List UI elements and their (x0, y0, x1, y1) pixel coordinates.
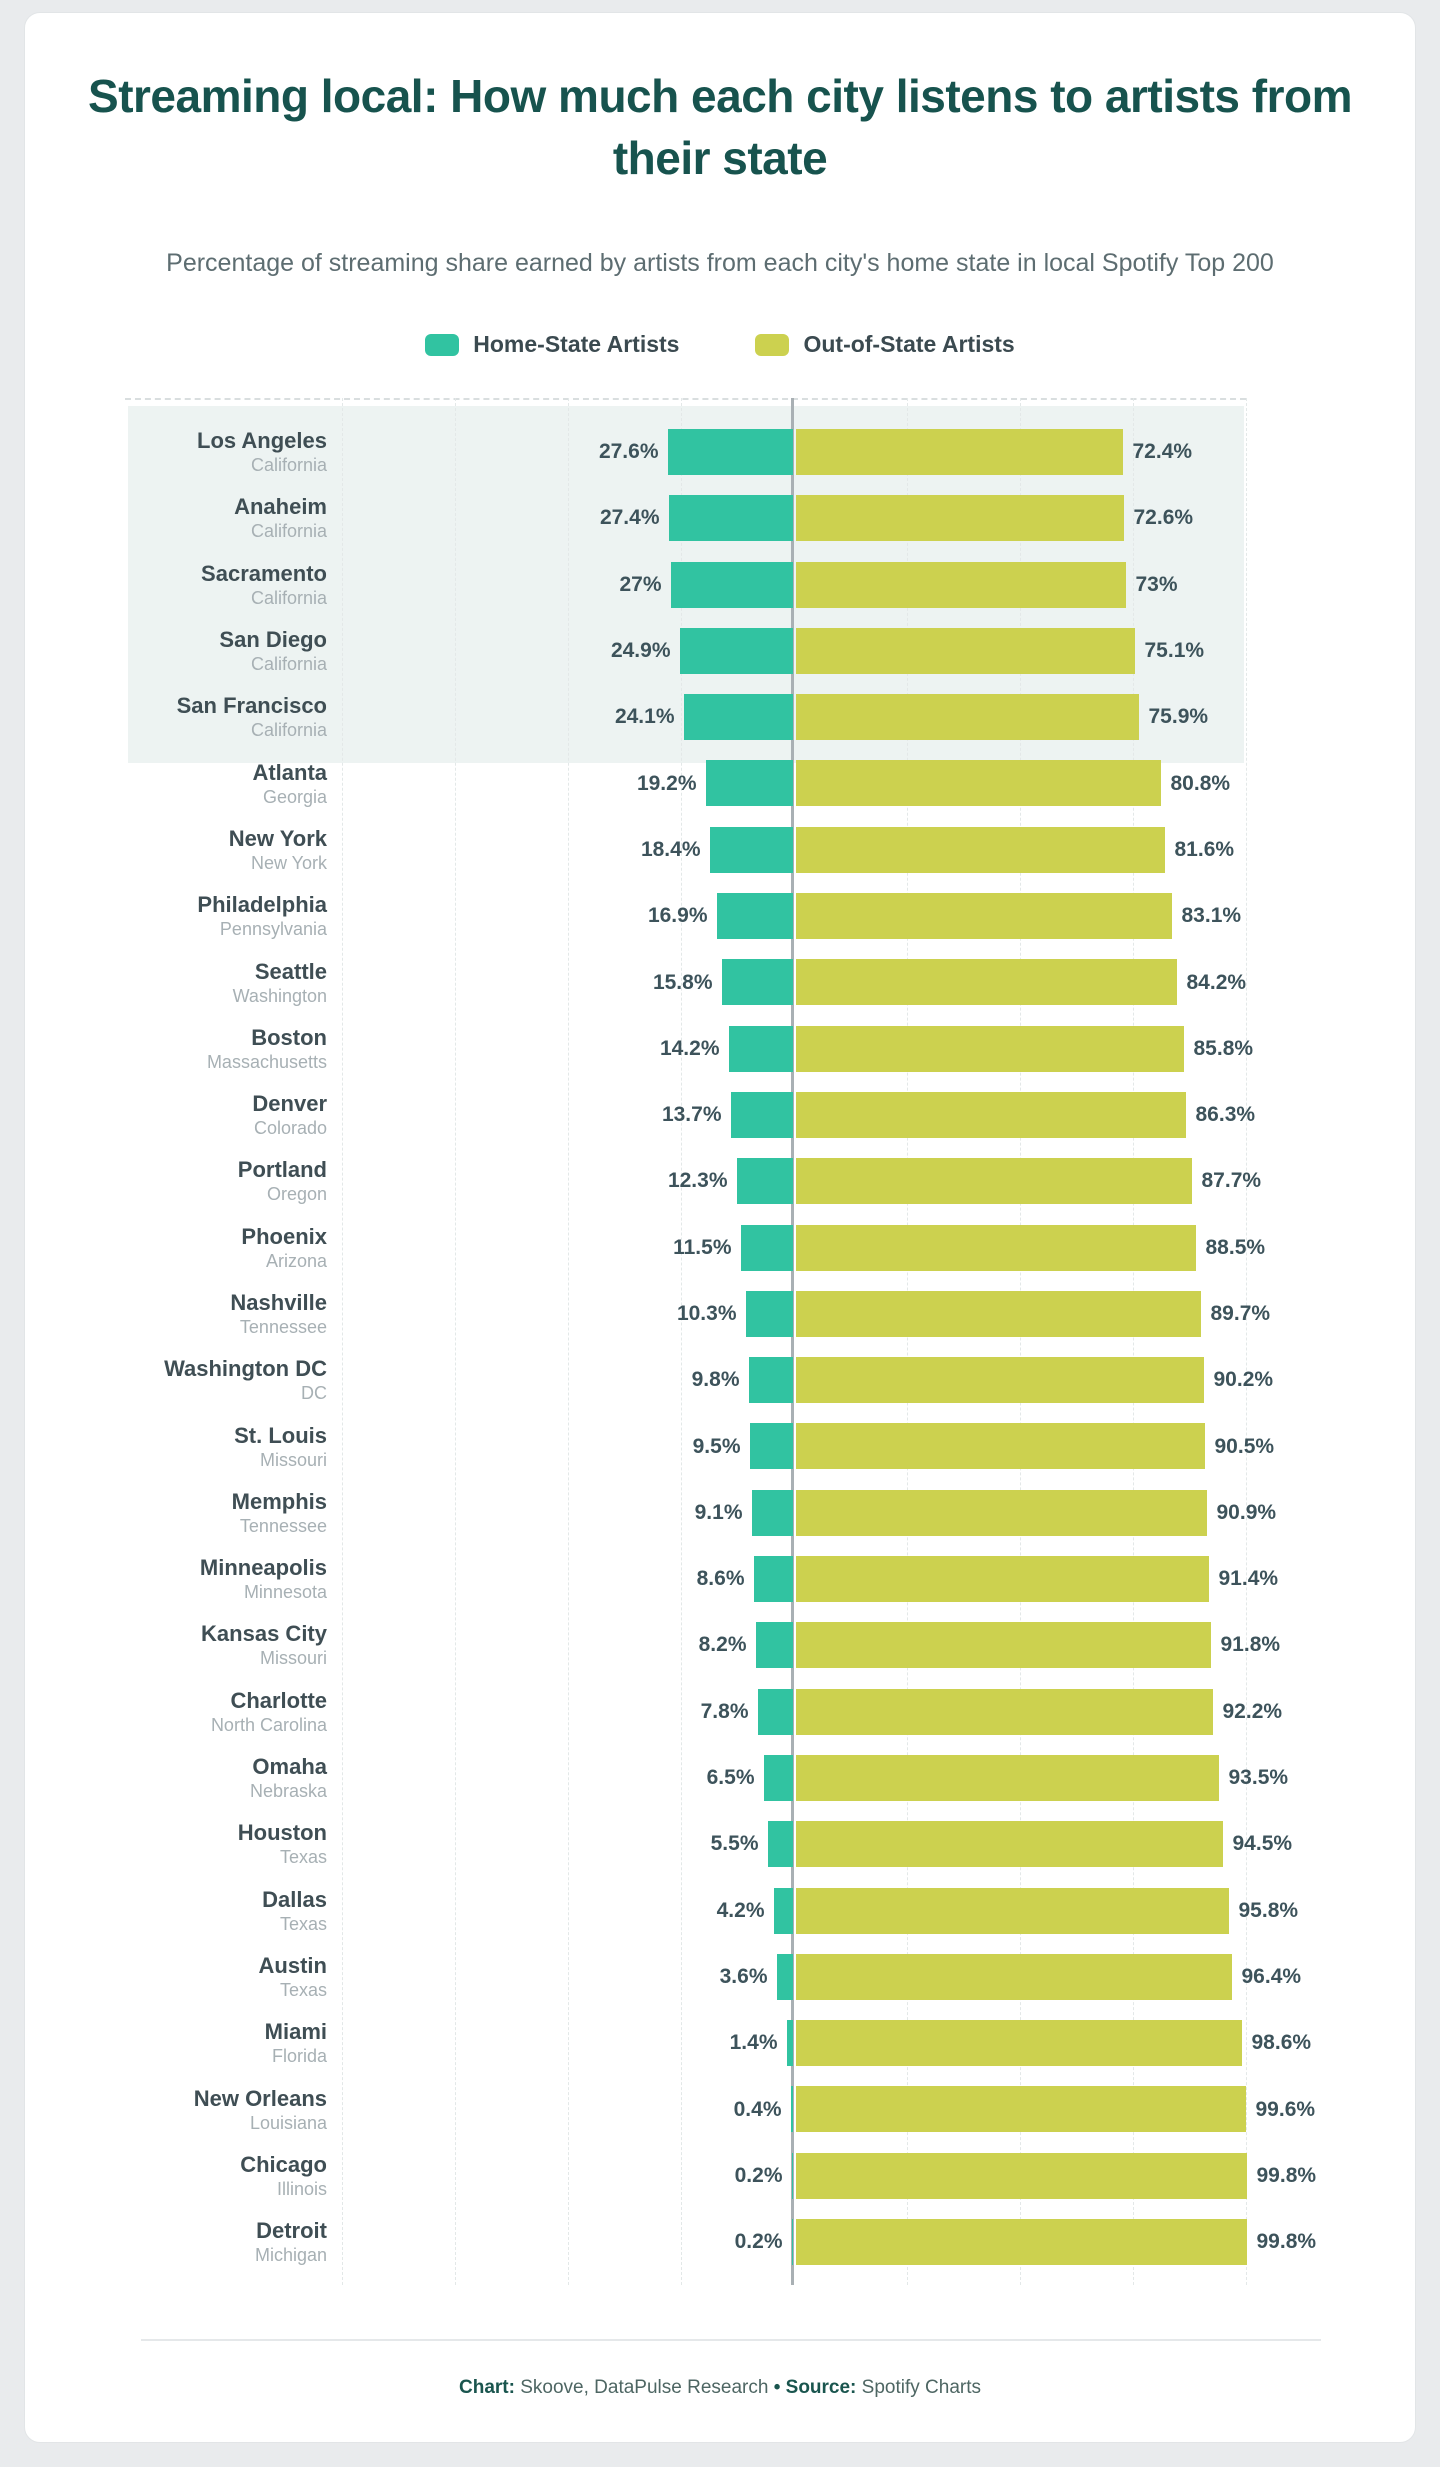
out-of-state-value: 90.2% (1213, 1368, 1274, 1392)
home-state-bar (722, 959, 793, 1005)
home-state-bar (791, 2086, 793, 2132)
out-of-state-value: 90.5% (1214, 1434, 1275, 1458)
out-of-state-bar (796, 2219, 1247, 2265)
table-row (25, 1546, 1415, 1612)
table-row (25, 1281, 1415, 1347)
home-state-bar (764, 1755, 793, 1801)
table-row (25, 1745, 1415, 1811)
out-of-state-bar (796, 1291, 1201, 1337)
city-name: Detroit (256, 2218, 327, 2244)
home-state-value: 9.1% (694, 1500, 743, 1524)
home-state-value: 8.6% (696, 1567, 745, 1591)
legend-label: Home-State Artists (473, 331, 680, 357)
out-of-state-value: 93.5% (1228, 1766, 1289, 1790)
out-of-state-bar (796, 1888, 1229, 1934)
home-state-bar (684, 694, 793, 740)
home-state-value: 16.9% (647, 904, 708, 928)
city-label (25, 1082, 327, 1148)
home-state-bar (668, 429, 793, 475)
city-name: Los Angeles (197, 428, 327, 454)
state-name: Georgia (262, 786, 327, 807)
table-row (25, 1480, 1415, 1546)
out-of-state-bar (796, 959, 1177, 1005)
home-state-bar (741, 1225, 793, 1271)
state-name: Oregon (266, 1184, 327, 1205)
state-name: DC (301, 1383, 327, 1404)
state-name: North Carolina (210, 1714, 327, 1735)
out-of-state-value: 92.2% (1222, 1699, 1283, 1723)
out-of-state-bar (796, 429, 1123, 475)
city-label (25, 1215, 327, 1281)
table-row (25, 2076, 1415, 2142)
out-of-state-value: 87.7% (1201, 1169, 1262, 1193)
table-row (25, 883, 1415, 949)
out-of-state-bar (796, 760, 1161, 806)
out-of-state-bar (796, 827, 1165, 873)
table-row (25, 750, 1415, 816)
city-name: New Orleans (193, 2085, 327, 2111)
out-of-state-bar (796, 1423, 1205, 1469)
state-name: Nebraska (249, 1781, 327, 1802)
out-of-state-value: 95.8% (1238, 1898, 1299, 1922)
out-of-state-value: 86.3% (1195, 1103, 1256, 1127)
out-of-state-bar (796, 1622, 1211, 1668)
city-label (25, 1016, 327, 1082)
table-row (25, 1347, 1415, 1413)
home-state-value: 12.3% (667, 1169, 728, 1193)
out-of-state-value: 75.1% (1144, 639, 1205, 663)
home-state-value: 0.2% (734, 2163, 783, 2187)
page-title: Streaming local: How much each city listens to artists from their state (88, 70, 1352, 184)
state-name: New York (250, 852, 327, 873)
table-row (25, 817, 1415, 883)
home-state-value: 27.4% (599, 506, 660, 530)
home-state-bar (680, 628, 793, 674)
table-row (25, 485, 1415, 551)
out-of-state-value: 80.8% (1170, 771, 1231, 795)
city-label (25, 2209, 327, 2275)
state-name: California (250, 587, 327, 608)
state-name: California (250, 720, 327, 741)
out-of-state-bar (796, 694, 1139, 740)
table-row (25, 949, 1415, 1015)
home-state-value: 4.2% (716, 1898, 765, 1922)
home-state-bar (706, 760, 793, 806)
home-state-value: 11.5% (673, 1235, 732, 1259)
city-label (25, 1148, 327, 1214)
city-name: New York (228, 825, 327, 851)
state-name: Massachusetts (206, 1051, 327, 1072)
city-name: Portland (237, 1157, 327, 1183)
footer-chart-label: Chart: (459, 2377, 515, 2398)
home-state-bar (792, 2153, 793, 2199)
home-state-bar (792, 2219, 793, 2265)
city-name: Kansas City (201, 1621, 327, 1647)
out-of-state-bar (796, 1954, 1232, 2000)
out-of-state-bar (796, 495, 1124, 541)
state-name: Pennsylvania (219, 919, 327, 940)
city-name: San Francisco (176, 693, 327, 719)
out-of-state-bar (796, 1357, 1204, 1403)
legend-item-home-state (425, 331, 679, 358)
home-state-bar (768, 1821, 793, 1867)
out-of-state-bar (796, 1689, 1213, 1735)
home-state-bar (729, 1026, 793, 1072)
city-label (25, 1811, 327, 1877)
home-state-bar (752, 1490, 793, 1536)
home-state-value: 9.5% (692, 1434, 741, 1458)
footer-source-value: Spotify Charts (861, 2377, 981, 2398)
city-label (25, 1878, 327, 1944)
out-of-state-value: 85.8% (1193, 1036, 1254, 1060)
home-state-value: 0.4% (733, 2097, 782, 2121)
state-name: Washington (232, 985, 327, 1006)
home-state-bar (754, 1556, 793, 1602)
out-of-state-bar (796, 1556, 1209, 1602)
city-name: Miami (264, 2019, 327, 2045)
out-of-state-value: 73% (1135, 572, 1178, 596)
out-of-state-value: 99.6% (1255, 2097, 1316, 2121)
state-name: Tennessee (239, 1317, 327, 1337)
city-name: Philadelphia (197, 892, 327, 918)
city-label (25, 2143, 327, 2209)
home-state-bar (777, 1954, 793, 2000)
city-name: Dallas (262, 1886, 327, 1912)
city-name: Houston (237, 1820, 327, 1846)
city-name: Anaheim (234, 494, 327, 520)
state-name: Arizona (265, 1250, 327, 1271)
out-of-state-value: 99.8% (1256, 2163, 1317, 2187)
home-state-value: 14.2% (659, 1036, 720, 1060)
city-label (25, 684, 327, 750)
footer-credit (25, 2377, 1415, 2399)
city-label (25, 883, 327, 949)
state-name: Colorado (253, 1118, 327, 1139)
home-state-value: 27% (619, 572, 662, 596)
out-of-state-value: 84.2% (1186, 970, 1247, 994)
city-label (25, 1944, 327, 2010)
table-row (25, 1082, 1415, 1148)
city-label (25, 2076, 327, 2142)
state-name: Louisiana (249, 2112, 327, 2133)
city-label (25, 419, 327, 485)
home-state-bar (717, 893, 793, 939)
plot-top-border (125, 398, 1246, 400)
out-of-state-value: 98.6% (1251, 2031, 1312, 2055)
chart-rows (25, 419, 1415, 2275)
home-state-bar (750, 1423, 793, 1469)
city-label (25, 485, 327, 551)
home-state-value: 5.5% (710, 1832, 759, 1856)
home-state-bar (710, 827, 793, 873)
out-of-state-bar (796, 1225, 1196, 1271)
home-state-value: 1.4% (729, 2031, 778, 2055)
out-of-state-value: 83.1% (1181, 904, 1242, 928)
home-state-value: 10.3% (676, 1302, 737, 1325)
home-state-value: 19.2% (636, 771, 697, 795)
city-label (25, 552, 327, 618)
footer-divider (141, 2339, 1321, 2341)
out-of-state-value: 75.9% (1148, 705, 1209, 729)
legend-label: Out-of-State Artists (803, 331, 1015, 357)
home-state-bar (749, 1357, 793, 1403)
city-label (25, 949, 327, 1015)
home-state-value: 13.7% (661, 1103, 722, 1127)
footer-separator: • (773, 2377, 781, 2398)
table-row (25, 618, 1415, 684)
home-state-bar (731, 1092, 793, 1138)
table-row (25, 1811, 1415, 1877)
city-label (25, 1679, 327, 1745)
legend-swatch-icon (425, 334, 459, 356)
table-row (25, 552, 1415, 618)
city-name: San Diego (219, 627, 327, 653)
out-of-state-value: 90.9% (1216, 1500, 1277, 1524)
footer-chart-value: Skoove, DataPulse Research (520, 2377, 769, 2398)
out-of-state-value: 89.7% (1210, 1302, 1271, 1325)
out-of-state-value: 72.4% (1132, 440, 1193, 464)
table-row (25, 1413, 1415, 1479)
out-of-state-bar (796, 2086, 1246, 2132)
state-name: Illinois (276, 2178, 327, 2199)
city-label (25, 1612, 327, 1678)
city-name: Austin (258, 1952, 327, 1978)
legend (25, 331, 1415, 358)
out-of-state-value: 81.6% (1174, 837, 1235, 861)
home-state-bar (737, 1158, 793, 1204)
out-of-state-bar (796, 2153, 1247, 2199)
state-name: Texas (279, 1913, 327, 1934)
out-of-state-value: 91.4% (1218, 1567, 1279, 1591)
out-of-state-bar (796, 628, 1135, 674)
city-name: Phoenix (241, 1223, 327, 1249)
home-state-value: 0.2% (734, 2230, 783, 2254)
home-state-bar (756, 1622, 793, 1668)
home-state-value: 9.8% (691, 1368, 740, 1392)
home-state-value: 27.6% (598, 440, 659, 464)
chart-card (24, 12, 1416, 2443)
legend-swatch-icon (755, 334, 789, 356)
home-state-value: 24.9% (610, 639, 671, 663)
city-label (25, 2010, 327, 2076)
city-label (25, 817, 327, 883)
city-name: Nashville (230, 1290, 327, 1315)
out-of-state-bar (796, 1158, 1192, 1204)
city-label (25, 1347, 327, 1413)
out-of-state-bar (796, 1026, 1184, 1072)
table-row (25, 1612, 1415, 1678)
out-of-state-bar (796, 1821, 1223, 1867)
city-label (25, 750, 327, 816)
home-state-bar (758, 1689, 793, 1735)
out-of-state-bar (796, 1092, 1186, 1138)
home-state-bar (669, 495, 793, 541)
city-name: Omaha (252, 1754, 327, 1780)
table-row (25, 2010, 1415, 2076)
out-of-state-bar (796, 2020, 1242, 2066)
home-state-value: 7.8% (700, 1699, 749, 1723)
table-row (25, 2209, 1415, 2275)
out-of-state-bar (796, 562, 1126, 608)
city-name: Sacramento (201, 560, 327, 586)
table-row (25, 419, 1415, 485)
state-name: Missouri (259, 1449, 327, 1470)
table-row (25, 684, 1415, 750)
state-name: Tennessee (239, 1515, 327, 1536)
city-label (25, 1546, 327, 1612)
state-name: Florida (271, 2046, 327, 2067)
home-state-value: 8.2% (698, 1633, 747, 1657)
city-name: Chicago (240, 2151, 327, 2177)
state-name: California (250, 521, 327, 542)
out-of-state-bar (796, 1490, 1207, 1536)
city-name: Washington DC (164, 1356, 327, 1382)
city-label (25, 1480, 327, 1546)
chart-subtitle: Percentage of streaming share earned by artists from each city's home state in local Spotify Top 200 (166, 249, 1274, 277)
out-of-state-value: 94.5% (1232, 1832, 1293, 1856)
home-state-bar (746, 1291, 793, 1337)
home-state-value: 18.4% (640, 837, 701, 861)
city-label (25, 1281, 327, 1347)
out-of-state-value: 91.8% (1220, 1633, 1281, 1657)
out-of-state-bar (796, 893, 1172, 939)
home-state-value: 3.6% (719, 1964, 768, 1988)
table-row (25, 2143, 1415, 2209)
state-name: Missouri (259, 1648, 327, 1669)
state-name: California (250, 654, 327, 675)
city-name: Charlotte (230, 1687, 327, 1713)
city-label (25, 1413, 327, 1479)
city-name: Memphis (231, 1488, 327, 1514)
home-state-value: 24.1% (614, 705, 675, 729)
out-of-state-value: 88.5% (1205, 1235, 1266, 1259)
table-row (25, 1148, 1415, 1214)
out-of-state-bar (796, 1755, 1219, 1801)
city-name: Denver (252, 1091, 327, 1117)
home-state-bar (774, 1888, 793, 1934)
state-name: Texas (279, 1979, 327, 2000)
home-state-value: 15.8% (652, 970, 713, 994)
city-label (25, 1745, 327, 1811)
city-name: Seattle (254, 958, 327, 984)
table-row (25, 1878, 1415, 1944)
state-name: California (250, 455, 327, 476)
city-name: St. Louis (234, 1422, 327, 1448)
home-state-bar (671, 562, 793, 608)
city-name: Minneapolis (199, 1555, 327, 1581)
out-of-state-value: 99.8% (1256, 2230, 1317, 2254)
table-row (25, 1944, 1415, 2010)
state-name: Texas (279, 1847, 327, 1868)
table-row (25, 1016, 1415, 1082)
city-name: Atlanta (252, 759, 327, 785)
state-name: Minnesota (243, 1582, 327, 1603)
home-state-value: 6.5% (706, 1766, 755, 1790)
city-label (25, 618, 327, 684)
footer-source-label: Source: (785, 2377, 857, 2398)
out-of-state-value: 96.4% (1241, 1964, 1302, 1988)
table-row (25, 1679, 1415, 1745)
home-state-bar (787, 2020, 793, 2066)
out-of-state-value: 72.6% (1133, 506, 1194, 530)
legend-item-out-of-state (755, 331, 1014, 358)
state-name: Michigan (254, 2245, 327, 2266)
city-name: Boston (251, 1024, 327, 1050)
table-row (25, 1215, 1415, 1281)
